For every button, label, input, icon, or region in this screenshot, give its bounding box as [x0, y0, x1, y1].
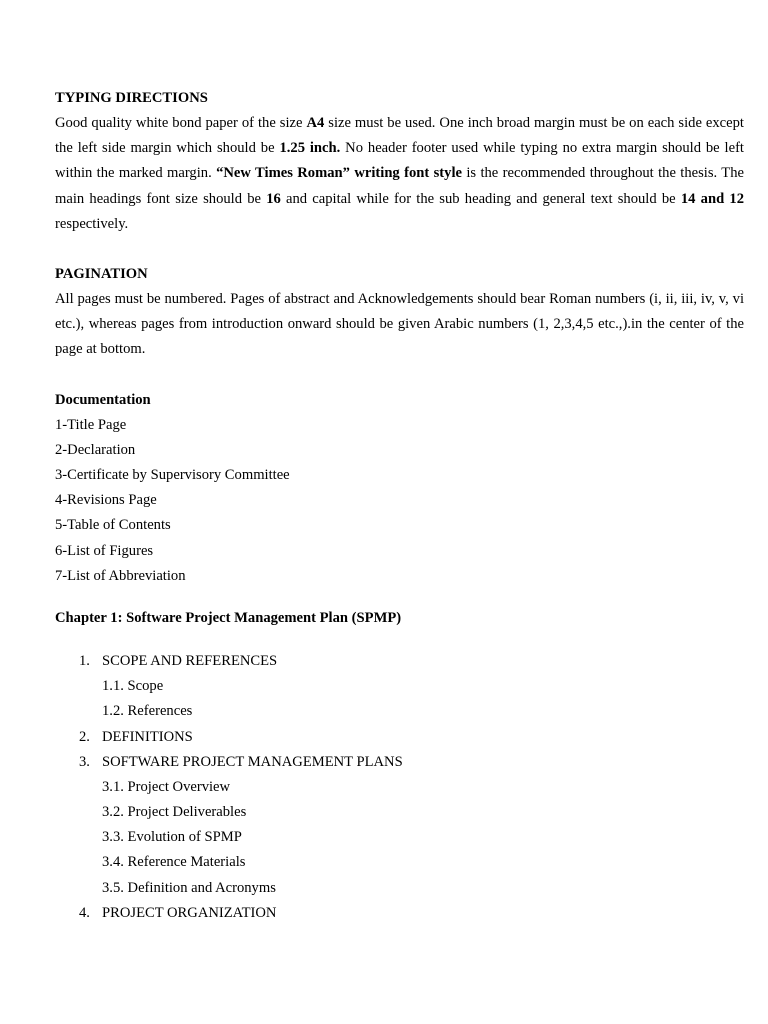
outline-section: [55, 725, 744, 750]
documentation-item: 7-List of Abbreviation: [55, 567, 186, 584]
bold-run: A4: [306, 115, 325, 131]
outline-subsection: 1.1. Scope: [102, 678, 164, 695]
outline-subsection: 3.2. Project Deliverables: [102, 804, 247, 821]
text-run: No header footer used while typing no extra margin should be left within the marked margin.: [55, 140, 744, 182]
documentation-item: 2-Declaration: [55, 441, 136, 458]
outline-section: [55, 750, 744, 775]
section-label: PROJECT ORGANIZATION: [102, 904, 277, 921]
outline-subsection: 1.2. References: [102, 703, 193, 720]
section-label: SOFTWARE PROJECT MANAGEMENT PLANS: [102, 753, 403, 770]
documentation-heading: Documentation: [55, 391, 151, 408]
bold-run: “New Times Roman” writing font style: [216, 165, 462, 182]
section-label: SCOPE AND REFERENCES: [102, 652, 278, 669]
chapter-outline: [55, 649, 744, 926]
pagination-heading: PAGINATION: [55, 266, 148, 283]
documentation-item: 5-Table of Contents: [55, 517, 171, 534]
text-run: size must be used. One inch broad margin must be on each side except the left side margin which should be: [55, 115, 744, 157]
typing-directions-heading: TYPING DIRECTIONS: [55, 90, 208, 106]
outline-subsection: 3.1. Project Overview: [102, 778, 231, 795]
section-number: 3.: [79, 753, 90, 770]
section-number: 2.: [79, 728, 90, 745]
outline-subsection: 3.3. Evolution of SPMP: [102, 829, 242, 846]
documentation-item: 4-Revisions Page: [55, 492, 157, 509]
section-number: 1.: [79, 652, 90, 669]
documentation-item: 6-List of Figures: [55, 542, 154, 559]
pagination-paragraph: All pages must be numbered. Pages of abstract and Acknowledgements should bear Roman numbers (i, ii, iii, iv, v, vi etc.), whereas pages from introduction onward should be given Arabic numbers (1, 2,3,4,5 etc.,).in the center of the page at bottom.: [55, 291, 744, 358]
bold-run: 14 and 12: [680, 190, 744, 207]
text-run: is the recommended throughout the thesis. The main headings font size should be: [55, 165, 744, 207]
outline-section: [55, 901, 744, 926]
outline-section: [55, 649, 744, 674]
bold-run: 1.25 inch.: [279, 140, 341, 157]
section-number: 4.: [79, 904, 90, 921]
outline-subsection: 3.4. Reference Materials: [102, 854, 246, 871]
typing-directions-paragraph: [55, 111, 744, 237]
documentation-item: 3-Certificate by Supervisory Committee: [55, 467, 290, 483]
bold-run: 16: [266, 190, 281, 207]
text-run: respectively.: [55, 215, 129, 232]
chapter-title: Chapter 1: Software Project Management Plan (SPMP): [55, 609, 402, 626]
text-run: and capital while for the sub heading and general text should be: [280, 190, 681, 207]
text-run: Good quality white bond paper of the size: [55, 115, 307, 131]
documentation-item: 1-Title Page: [55, 416, 127, 433]
document-page: [55, 86, 744, 926]
outline-subsection: 3.5. Definition and Acronyms: [102, 879, 276, 896]
section-label: DEFINITIONS: [102, 728, 193, 745]
